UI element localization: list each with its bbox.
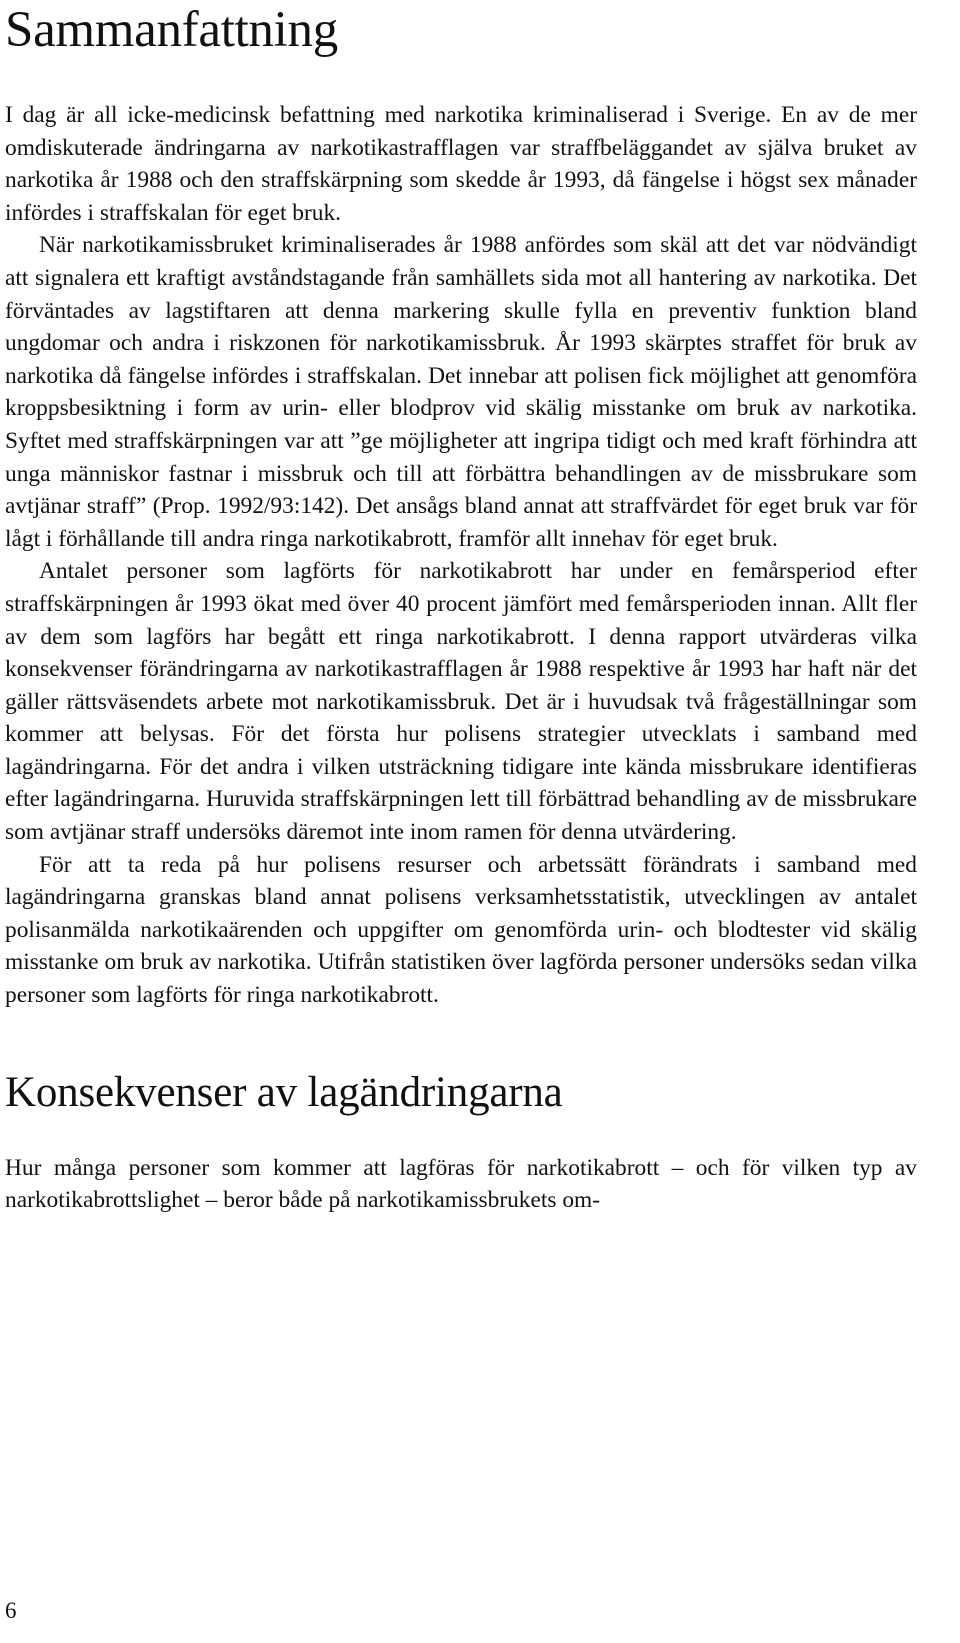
- summary-paragraph-4: För att ta reda på hur polisens resurser och arbetssätt förändrats i samband med lagändringarna granskas bland annat polisens verksamhetsstatistik, utvecklingen av antalet polisanmälda narkotikaärenden och uppgifter om genomförda urin- och blodtester vid skälig misstanke om bruk av narkotika. Utifrån statistiken över lagförda personer undersöks sedan vilka personer som lagförts för ringa narkotikabrott.: [5, 851, 917, 1009]
- consequences-section: [5, 1152, 917, 1217]
- summary-paragraph-2: När narkotikamissbruket kriminaliserades år 1988 anfördes som skäl att det var nödvändigt att signalera ett kraftigt avståndstagande från samhällets sida mot all hantering av narkotika. Det förväntades av lagstiftaren att denna markering skulle fylla en preventiv funktion bland ungdomar och andra i riskzonen för narkotikamissbruk. År 1993 skärptes straffet för bruk av narkotika då fängelse infördes i straffskalan. Det innebar att polisen fick möjlighet att genomföra kroppsbesiktning i form av urin- eller blodprov vid skälig misstanke om bruk av narkotika. Syftet med straffskärpningen var att ”ge möjligheter att ingripa tidigt och med kraft förhindra att unga människor fastnar i missbruk och till att förbättra behandlingen av de missbrukare som avtjänar straff” (Prop. 1992/93:142). Det ansågs bland annat att straffvärdet för eget bruk var för lågt i förhållande till andra ringa narkotikabrott, framför allt innehav för eget bruk.: [5, 232, 917, 552]
- document-page: [5, 0, 917, 1217]
- page-title: Sammanfattning: [5, 2, 338, 58]
- page-number: 6: [5, 1598, 17, 1623]
- summary-paragraph-3: Antalet personer som lagförts för narkotikabrott har under en femårsperiod efter straffskärpningen år 1993 ökat med över 40 procent jämfört med femårsperioden innan. Allt fler av dem som lagförs har begått ett ringa narkotikabrott. I denna rapport utvärderas vilka konsekvenser förändringarna av narkotikastrafflagen år 1988 respektive år 1993 har haft när det gäller rättsväsendets arbete mot narkotikamissbruk. Det är i huvudsak två frågeställningar som kommer att belysas. För det första hur polisens strategier utvecklats i samband med lagändringarna. För det andra i vilken utsträckning tidigare inte kända missbrukare identifieras efter lagändringarna. Huruvida straffskärpningen lett till förbättrad behandling av de missbrukare som avtjänar straff undersöks däremot inte inom ramen för denna utvärdering.: [5, 558, 917, 846]
- section-heading: Konsekvenser av lagändringarna: [5, 1068, 563, 1116]
- summary-section: [5, 99, 917, 1012]
- summary-paragraph-1: I dag är all icke-medicinsk befattning med narkotika kriminaliserad i Sverige. En av de mer omdiskuterade ändringarna av narkotikastrafflagen var straffbeläggandet av själva bruket av narkotika år 1988 och den straffskärpning som skedde år 1993, då fängelse i högst sex månader infördes i straffskalan för eget bruk.: [5, 102, 917, 226]
- consequences-paragraph-1: Hur många personer som kommer att lagföras för narkotikabrott – och för vilken typ av narkotikabrottslighet – beror både på narkotikamissbrukets om-: [5, 1154, 917, 1214]
